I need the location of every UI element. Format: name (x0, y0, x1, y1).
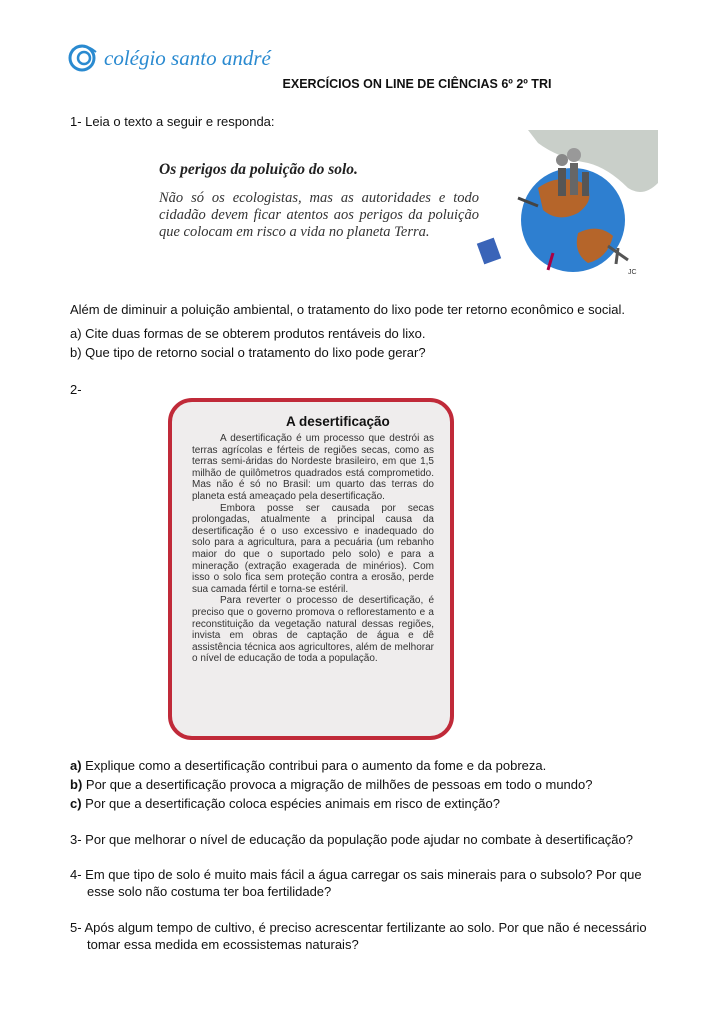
question-2a-text: Explique como a desertificação contribui para o aumento da fome e da pobreza. (81, 758, 547, 773)
desertification-paragraph-2: Embora posse ser causada por secas prolongadas, atualmente a principal causa da desertificação é o uso excessivo e inadequado do solo para a agricultura, para a pecuária (um rebanho maior do que o suportado pelo solo) e para a mineração (extração exagerada de minérios). Com isso o solo fica sem proteção contra a erosão, perde sua camada fértil e torna-se estéril. (192, 502, 434, 595)
question-1b: b) Que tipo de retorno social o tratamento do lixo pode gerar? (70, 345, 426, 360)
school-logo (66, 40, 271, 76)
question-2a (70, 756, 546, 775)
question-2b-text: Por que a desertificação provoca a migração de milhões de pessoas em todo o mundo? (82, 777, 593, 792)
question-4-line-2: esse solo não costuma ter boa fertilidade? (87, 884, 332, 899)
image-credit: JC (628, 269, 637, 276)
desertification-text-box (168, 398, 454, 740)
question-1-prompt: 1- Leia o texto a seguir e responda: (70, 114, 275, 129)
desertification-title: A desertificação (286, 414, 390, 429)
question-2c-text: Por que a desertificação coloca espécies animais em risco de extinção? (81, 796, 500, 811)
question-5-line-1: 5- Após algum tempo de cultivo, é preciso acrescentar fertilizante ao solo. Por que não é necessário (70, 920, 647, 935)
logo-text: colégio santo andré (104, 45, 271, 70)
question-2b-label: b) (70, 777, 83, 792)
question-1-paragraph: Além de diminuir a poluição ambiental, o tratamento do lixo pode ter retorno econômico e social. (70, 302, 625, 317)
soil-pollution-title: Os perigos da poluição do solo. (159, 161, 358, 178)
desertification-paragraph-3: Para reverter o processo de desertificação, é preciso que o governo promova o reflorestamento e a reconstituição da vegetação natural dessas regiões, invista em obras de captação de água e dê assistência técnica aos agricultores, além de melhorar o nível de educação de toda a população. (192, 595, 434, 665)
desertification-paragraph-1: A desertificação é um processo que destrói as terras agrícolas e férteis de regiões secas, como as terras semi-áridas do Nordeste brasileiro, em que 1,5 milhão de quilômetros quadrados está comprometido. Mas não é só no Brasil: um quarto das terras do planeta está ameaçado pela desertificação. (192, 433, 434, 502)
question-2a-label: a) (70, 758, 82, 773)
question-1a: a) Cite duas formas de se obterem produtos rentáveis do lixo. (70, 326, 426, 341)
question-2b (70, 775, 592, 794)
logo-swirl-icon (66, 40, 102, 76)
polluted-globe-illustration (458, 128, 658, 278)
question-5-line-2: tomar essa medida em ecossistemas naturais? (87, 937, 359, 952)
question-2-number: 2- (70, 382, 82, 397)
page-title: EXERCÍCIOS ON LINE DE CIÊNCIAS 6º 2º TRI (282, 77, 552, 91)
question-2c (70, 794, 500, 813)
question-2c-label: c) (70, 796, 82, 811)
question-3: 3- Por que melhorar o nível de educação da população pode ajudar no combate à desertificação? (70, 832, 633, 847)
question-4-line-1: 4- Em que tipo de solo é muito mais fácil a água carregar os sais minerais para o subsolo? Por que (70, 867, 642, 882)
soil-pollution-text: Não só os ecologistas, mas as autoridades e todo cidadão devem ficar atentos aos perigos da poluição que colocam em risco a vida no planeta Terra. (159, 190, 479, 240)
